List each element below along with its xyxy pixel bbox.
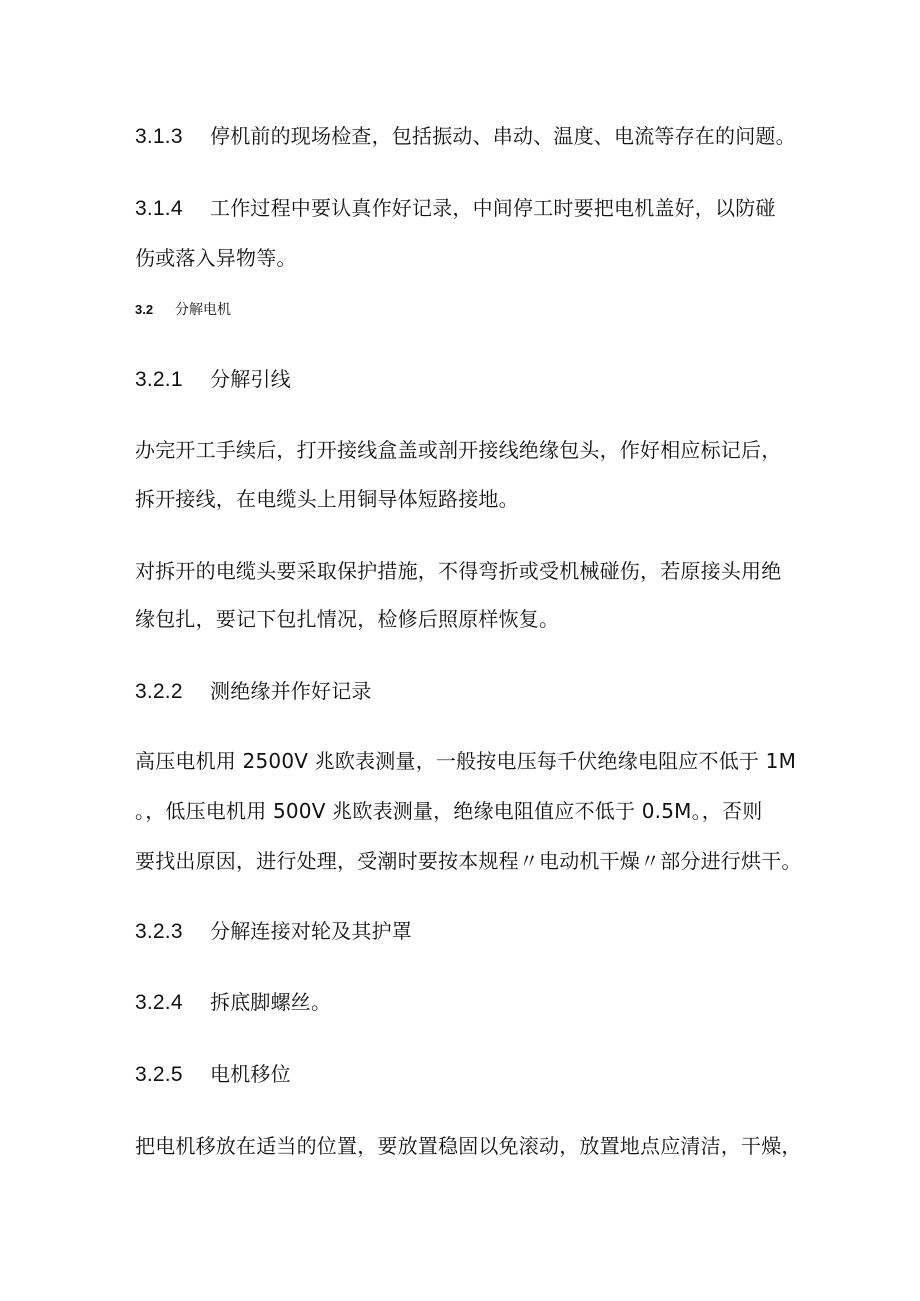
paragraph-4-line-1: 把电机移放在适当的位置，要放置稳固以免滚动，放置地点应清洁，干燥， xyxy=(135,1134,802,1158)
section-text: 测绝缘并作好记录 xyxy=(210,679,372,703)
section-text: 停机前的现场检查，包括振动、串动、温度、电流等存在的问题。 xyxy=(210,124,796,148)
paragraph-1-line-1: 办完开工手续后，打开接线盒盖或剖开接线绝缘包头，作好相应标记后， xyxy=(135,438,782,462)
section-3-2-5 xyxy=(135,1060,291,1089)
section-number: 3.1.4 xyxy=(135,197,183,220)
paragraph-3-line-2: 。，低压电机用 500V 兆欧表测量，绝缘电阻值应不低于 0.5M。，否则 xyxy=(135,799,763,823)
section-text: 电机移位 xyxy=(210,1062,291,1086)
section-3-2-3 xyxy=(135,917,412,946)
section-3-1-3 xyxy=(135,122,796,151)
paragraph-3-line-1: 高压电机用 2500V 兆欧表测量，一般按电压每千伏绝缘电阻应不低于 1M xyxy=(135,749,797,773)
paragraph-1-line-2: 拆开接线，在电缆头上用铜导体短路接地。 xyxy=(135,487,519,511)
section-number: 3.2.1 xyxy=(135,368,183,391)
section-3-2-4 xyxy=(135,988,331,1017)
section-text: 分解引线 xyxy=(210,367,291,391)
section-number: 3.2.2 xyxy=(135,680,183,703)
section-number: 3.2 xyxy=(135,302,154,317)
section-number: 3.2.5 xyxy=(135,1063,183,1086)
section-3-1-4 xyxy=(135,194,776,223)
paragraph-2-line-1: 对拆开的电缆头要采取保护措施，不得弯折或受机械碰伤，若原接头用绝 xyxy=(135,559,782,583)
section-3-2-1 xyxy=(135,365,291,394)
section-title: 分解电机 xyxy=(175,302,231,318)
section-text: 拆底脚螺丝。 xyxy=(210,990,332,1014)
section-number: 3.2.3 xyxy=(135,920,183,943)
section-3-2-heading xyxy=(135,300,231,320)
section-text: 分解连接对轮及其护罩 xyxy=(210,919,412,943)
paragraph-3-line-3: 要找出原因，进行处理，受潮时要按本规程〃电动机干燥〃部分进行烘干。 xyxy=(135,849,802,873)
paragraph-2-line-2: 缘包扎，要记下包扎情况，检修后照原样恢复。 xyxy=(135,607,560,631)
section-number: 3.1.3 xyxy=(135,125,183,148)
section-3-1-4-continuation: 伤或落入异物等。 xyxy=(135,246,297,270)
section-number: 3.2.4 xyxy=(135,991,183,1014)
section-3-2-2 xyxy=(135,677,372,706)
section-text: 工作过程中要认真作好记录，中间停工时要把电机盖好，以防碰 xyxy=(210,196,776,220)
